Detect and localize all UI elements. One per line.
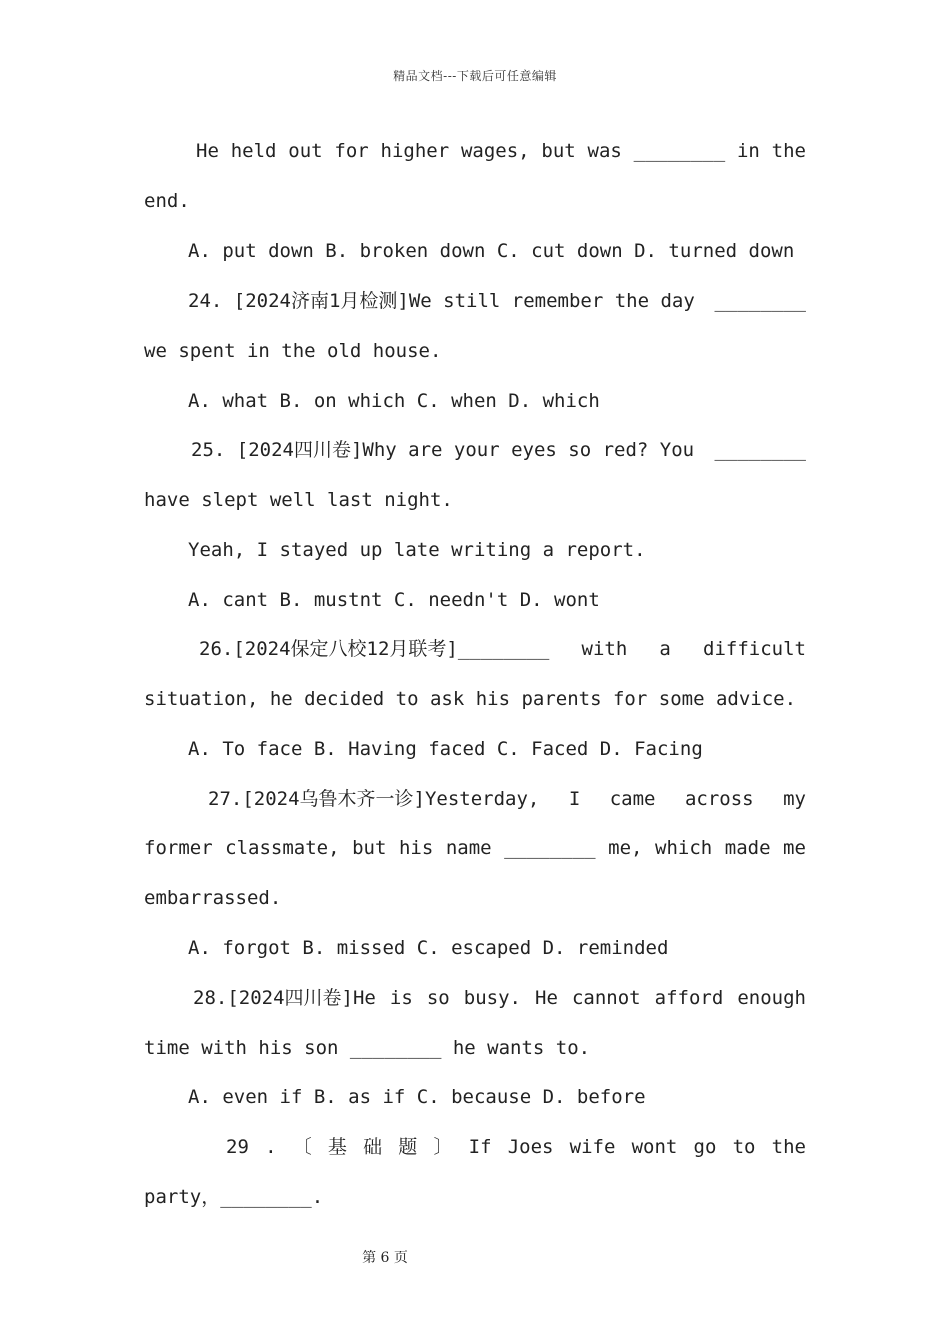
word: the xyxy=(771,1136,806,1158)
word: held xyxy=(230,140,277,162)
q25-line2: have slept well last night. xyxy=(144,489,453,511)
word: is xyxy=(389,987,413,1009)
word: across xyxy=(684,788,754,810)
word: . xyxy=(265,1136,277,1158)
q29-line1 xyxy=(226,1135,806,1159)
q25-line1 xyxy=(191,438,806,462)
word: 29 xyxy=(226,1136,249,1158)
word: difficult xyxy=(703,638,806,660)
word: wife xyxy=(569,1136,616,1158)
word: wont xyxy=(631,1136,678,1158)
q23-options: A. put down B. broken down C. cut down D. turned down xyxy=(188,240,795,262)
word: busy. xyxy=(463,987,521,1009)
q28-options: A. even if B. as if C. because D. before xyxy=(188,1086,646,1108)
word: wages, xyxy=(460,140,530,162)
word: was xyxy=(587,140,622,162)
word: 基 xyxy=(327,1136,347,1158)
word: He xyxy=(196,140,219,162)
word: 〔 xyxy=(292,1136,312,1158)
page-header: 精品文档---下载后可任意编辑 xyxy=(393,69,557,83)
word: me, xyxy=(608,837,643,859)
q29-line2: party，________. xyxy=(144,1186,324,1208)
word: I xyxy=(568,788,581,810)
q27-line2 xyxy=(144,836,806,860)
q24-line1 xyxy=(188,289,806,313)
word: cannot xyxy=(571,987,641,1009)
q28-line1 xyxy=(193,986,806,1010)
word: He xyxy=(535,987,558,1009)
word: name xyxy=(445,837,492,859)
q24-options: A. what B. on which C. when D. which xyxy=(188,390,600,412)
word: classmate, xyxy=(225,837,340,859)
word: 础 xyxy=(363,1136,383,1158)
word: ________ xyxy=(504,837,596,859)
word: former xyxy=(144,837,213,859)
word: 26.[2024保定八校12月联考]________ xyxy=(199,638,550,660)
q26-line2: situation, he decided to ask his parents for some advice. xyxy=(144,688,797,710)
word: 〕 xyxy=(433,1136,453,1158)
word: but xyxy=(352,837,387,859)
q28-line2: time with his son ________ he wants to. xyxy=(144,1037,591,1059)
q24-stem: 24. [2024济南1月检测]We still remember the day xyxy=(188,290,695,312)
word: for xyxy=(334,140,369,162)
q23-line1 xyxy=(196,139,806,163)
word: in xyxy=(736,140,760,162)
word: If xyxy=(468,1136,492,1158)
word: which xyxy=(655,837,713,859)
q27-line3: embarrassed. xyxy=(144,887,282,909)
word: his xyxy=(398,837,434,859)
word: higher xyxy=(380,140,450,162)
word: me xyxy=(783,837,806,859)
word: afford xyxy=(654,987,724,1009)
word: to xyxy=(732,1136,756,1158)
q27-line1 xyxy=(208,787,806,811)
word: my xyxy=(783,788,806,810)
q23-line2: end. xyxy=(144,190,190,212)
word: Joes xyxy=(507,1136,554,1158)
word: out xyxy=(288,140,323,162)
word: 题 xyxy=(398,1136,418,1158)
q26-options: A. To face B. Having faced C. Faced D. Facing xyxy=(188,738,703,760)
page-footer: 第 6 页 xyxy=(362,1250,408,1266)
q24-blank: ________ xyxy=(714,290,806,312)
word: made xyxy=(724,837,771,859)
word: with xyxy=(581,638,628,660)
q27-options: A. forgot B. missed C. escaped D. reminded xyxy=(188,937,669,959)
q25-stem: 25. [2024四川卷]Why are your eyes so red? You xyxy=(191,439,695,461)
q25-options: A. cant B. mustnt C. needn't D. wont xyxy=(188,589,600,611)
word: ________ xyxy=(633,140,726,162)
word: 27.[2024乌鲁木齐一诊]Yesterday, xyxy=(208,788,540,810)
word: enough xyxy=(737,987,806,1009)
q24-line2: we spent in the old house. xyxy=(144,340,442,362)
word: the xyxy=(771,140,806,162)
word: came xyxy=(609,788,656,810)
word: a xyxy=(659,638,671,660)
q25-reply: Yeah, I stayed up late writing a report. xyxy=(188,539,646,561)
word: but xyxy=(541,140,576,162)
q25-blank: ________ xyxy=(714,439,806,461)
q26-line1 xyxy=(199,637,806,661)
word: go xyxy=(693,1136,717,1158)
word: 28.[2024四川卷]He xyxy=(193,987,376,1009)
word: so xyxy=(426,987,450,1009)
